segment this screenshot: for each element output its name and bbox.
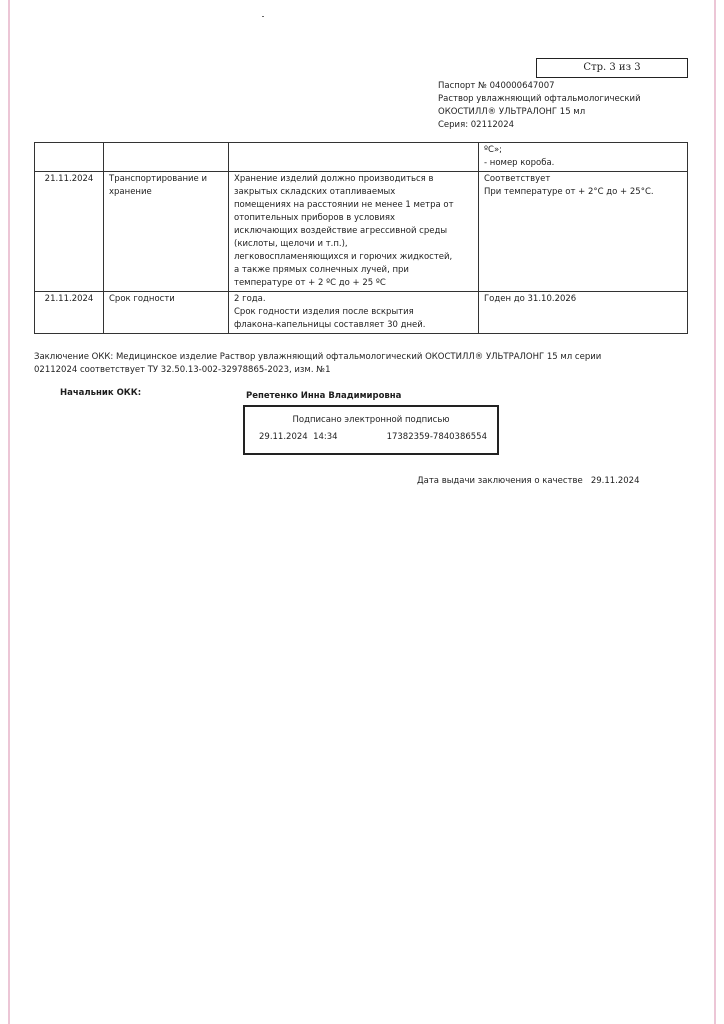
conclusion-line2: 02112024 соответствует ТУ 32.50.13-002-32978865-2023, изм. №1 [34,365,331,375]
row-result [479,143,688,172]
row-requirement [229,143,479,172]
conclusion-line1: Заключение ОКК: Медицинское изделие Раствор увлажняющий офтальмологический ОКОСТИЛЛ® УЛЬТРАЛОНГ 15 мл серии [34,352,602,362]
result-line: - номер короба. [484,158,555,168]
result-line: Соответствует [484,174,551,184]
row-parameter [104,172,229,292]
requirement-line: исключающих воздействие агрессивной среды [234,226,448,236]
requirement-line: а также прямых солнечных лучей, при [234,265,409,275]
row-requirement [229,172,479,292]
stamp-title: Подписано электронной подписью [292,415,450,425]
requirement-line: Хранение изделий должно производиться в [234,174,434,184]
requirement-line: температуре от + 2 ºС до + 25 ºС [234,278,386,288]
requirement-line: флакона-капельницы составляет 30 дней. [234,320,426,330]
requirement-line: помещениях на расстоянии не менее 1 метра от [234,200,454,210]
table-row [35,292,688,334]
row-result [479,172,688,292]
requirement-line: Срок годности изделия после вскрытия [234,307,414,317]
table-row [35,172,688,292]
row-requirement [229,292,479,334]
table-row [35,143,688,172]
scan-speck [262,16,264,17]
requirement-line: легковоспламеняющихся и горючих жидкостей, [234,252,453,262]
row-date: 21.11.2024 [35,172,104,292]
requirement-line: 2 года. [234,294,266,304]
head-of-qc-label: Начальник ОКК: [60,388,142,398]
parameter-line: хранение [109,187,152,197]
parameter-line: Транспортирование и [109,174,208,184]
document-header [438,80,641,132]
signer-name: Репетенко Инна Владимировна [246,391,402,401]
product-name-line2: ОКОСТИЛЛ® УЛЬТРАЛОНГ 15 мл [438,107,586,117]
requirement-line: отопительных приборов в условиях [234,213,396,223]
row-date [35,143,104,172]
row-date: 21.11.2024 [35,292,104,334]
requirement-line: закрытых складских отапливаемых [234,187,396,197]
product-name-line1: Раствор увлажняющий офтальмологический [438,94,641,104]
result-line: При температуре от + 2°С до + 25°С. [484,187,654,197]
result-line: Годен до 31.10.2026 [484,294,577,304]
requirement-line: (кислоты, щелочи и т.п.), [234,239,348,249]
parameter-line: Срок годности [109,294,175,304]
row-result [479,292,688,334]
test-results-table [34,142,688,334]
stamp-datetime: 29.11.2024 14:34 [259,432,338,442]
quality-conclusion [34,351,601,377]
page-edge-left [8,0,10,1024]
electronic-signature-stamp [243,405,499,455]
passport-number: Паспорт № 040000647007 [438,81,555,91]
series-number: Серия: 02112024 [438,120,515,130]
issue-date: Дата выдачи заключения о качестве 29.11.2024 [417,476,640,486]
row-parameter [104,143,229,172]
result-line: ºС»; [484,145,503,155]
stamp-certificate-code: 17382359-7840386554 [386,432,487,442]
row-parameter [104,292,229,334]
page-edge-right [714,0,716,1024]
page-indicator: Стр. 3 из 3 [536,58,688,78]
